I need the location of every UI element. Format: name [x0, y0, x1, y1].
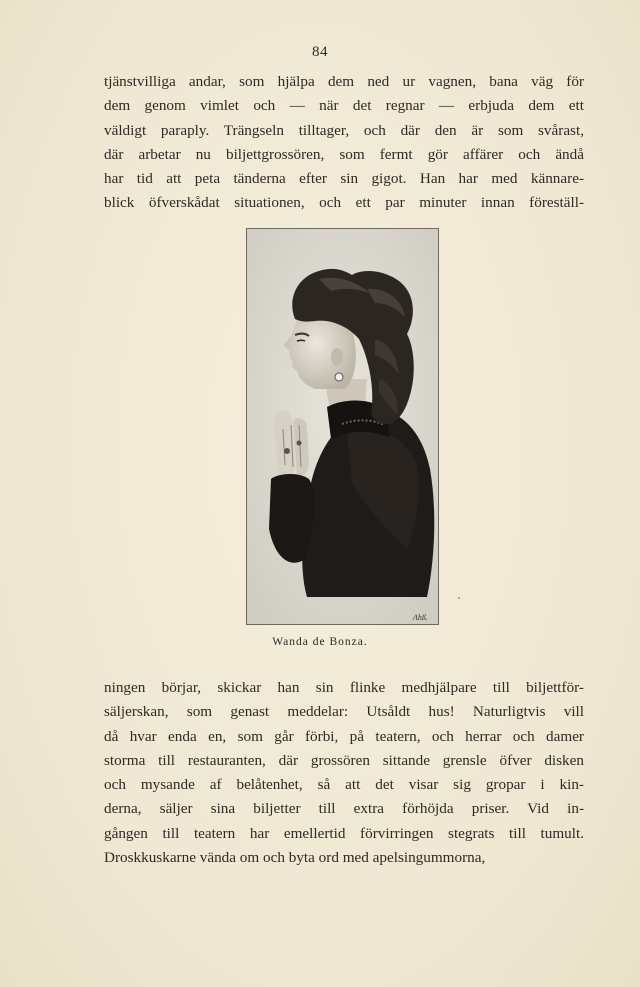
figure-caption: Wanda de Bonza.: [272, 636, 368, 648]
text-line: gången till teatern har emellertid förvirringen stegrats till tumult.: [104, 824, 584, 842]
text-line: dem genom vimlet och — när det regnar — erbjuda dem ett: [104, 97, 584, 115]
text-line: blick öfverskådat situationen, och ett par minuter innan föreställ-: [104, 194, 584, 212]
text-line: har tid att peta tänderna efter sin gigot. Han har med kännare-: [104, 170, 584, 188]
text-line: säljerskan, som genast meddelar: Utsåldt hus! Naturligtvis vill: [104, 703, 584, 721]
text-line: väldigt paraply. Trängseln tilltager, och där den är som svårast,: [104, 121, 584, 139]
text-line: Droskkuskarne vända om och byta ord med apelsingummorna,: [104, 849, 486, 867]
text-line: ningen börjar, skickar han sin flinke medhjälpare till biljettför-: [104, 679, 584, 696]
text-line: och mysande af belåtenhet, så att det visar sig gropar i kin-: [104, 776, 584, 794]
paper-speck: [458, 597, 460, 599]
text-line: där arbetar nu biljettgrossören, som fermt gör affärer och ändå: [104, 145, 584, 163]
photo-signature: Ahß.: [413, 613, 428, 622]
paragraph-top: [104, 70, 584, 216]
paragraph-bottom: [104, 676, 584, 870]
text-line: då hvar enda en, som går förbi, på teatern, och herrar och damer: [104, 727, 584, 745]
page-number: 84: [312, 44, 328, 60]
text-line: derna, säljer sina biljetter till extra förhöjda priser. Vid in-: [104, 800, 584, 818]
text-line: tjänstvilliga andar, som hjälpa dem ned ur vagnen, bana väg för: [104, 73, 584, 90]
text-line: storma till restauranten, där grossören sittande grensle öfver disken: [104, 751, 584, 769]
portrait-image: [247, 229, 438, 624]
portrait-photograph: [246, 228, 439, 625]
